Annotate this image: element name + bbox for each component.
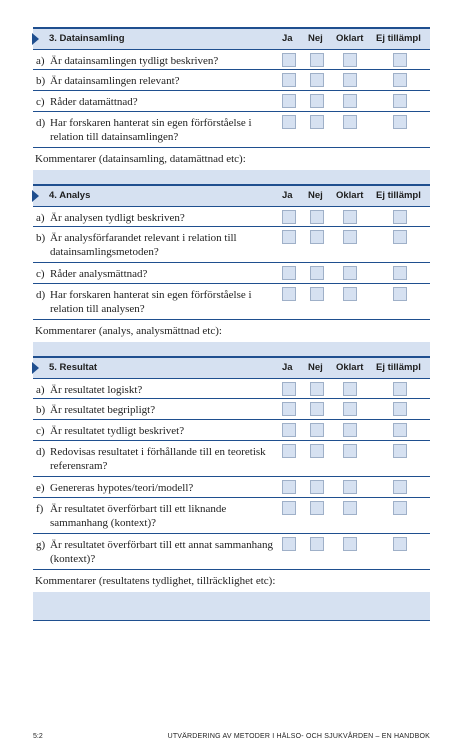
question-label: d) (36, 289, 46, 301)
checkbox-ej-tillampl[interactable] (393, 115, 407, 129)
checkbox-ja[interactable] (282, 402, 296, 416)
checkbox-oklart[interactable] (343, 501, 357, 515)
question-text: Är analysförfarandet relevant i relation till datainsamlingsmetoden? (50, 232, 237, 258)
checkbox-ja[interactable] (282, 382, 296, 396)
checkbox-nej[interactable] (310, 537, 324, 551)
checkbox-oklart[interactable] (343, 402, 357, 416)
column-oklart: Oklart (336, 190, 364, 201)
question-text: Är datainsamlingen tydligt beskriven? (50, 55, 219, 67)
column-ej-tillampl: Ej tillämpl (376, 362, 421, 373)
checkbox-oklart[interactable] (343, 423, 357, 437)
question-label: a) (36, 212, 45, 224)
question-text: Genereras hypotes/teori/modell? (50, 482, 194, 494)
question-label: c) (36, 96, 45, 108)
checkbox-ja[interactable] (282, 230, 296, 244)
question-text: Har forskaren hanterat sin egen förförståelse i relation till datainsamlingen? (50, 117, 252, 143)
checkbox-ej-tillampl[interactable] (393, 230, 407, 244)
question-text: Är analysen tydligt beskriven? (50, 212, 185, 224)
question-text: Redovisas resultatet i förhållande till en teoretisk referensram? (50, 446, 266, 472)
checkbox-ja[interactable] (282, 53, 296, 67)
question-label: b) (36, 75, 46, 87)
checkbox-nej[interactable] (310, 501, 324, 515)
section-resultat (33, 356, 430, 621)
question-label: d) (36, 446, 46, 458)
question-text: Är resultatet tydligt beskrivet? (50, 425, 185, 437)
question-row (33, 50, 430, 70)
comment-label: Kommentarer (datainsamling, datamättnad etc): (35, 153, 246, 165)
triangle-marker-icon (32, 190, 39, 202)
checkbox-oklart[interactable] (343, 210, 357, 224)
question-row (33, 399, 430, 420)
checkbox-ej-tillampl[interactable] (393, 94, 407, 108)
checkbox-ej-tillampl[interactable] (393, 53, 407, 67)
checkbox-ja[interactable] (282, 115, 296, 129)
checkbox-ej-tillampl[interactable] (393, 402, 407, 416)
checkbox-ja[interactable] (282, 266, 296, 280)
checkbox-nej[interactable] (310, 73, 324, 87)
column-ja: Ja (282, 33, 293, 44)
question-row (33, 227, 430, 263)
question-row (33, 420, 430, 441)
question-row (33, 284, 430, 320)
question-row (33, 70, 430, 91)
checkbox-ja[interactable] (282, 94, 296, 108)
checkbox-nej[interactable] (310, 402, 324, 416)
question-text: Är resultatet överförbart till ett liknande sammanhang (kontext)? (50, 503, 227, 529)
question-text: Är resultatet begripligt? (50, 404, 156, 416)
checkbox-ja[interactable] (282, 73, 296, 87)
checkbox-nej[interactable] (310, 115, 324, 129)
section-header (33, 184, 430, 207)
question-label: b) (36, 232, 46, 244)
checkbox-ja[interactable] (282, 423, 296, 437)
checkbox-oklart[interactable] (343, 444, 357, 458)
checkbox-oklart[interactable] (343, 230, 357, 244)
checkbox-nej[interactable] (310, 287, 324, 301)
question-label: c) (36, 268, 45, 280)
section-title: 4. Analys (49, 190, 91, 201)
checkbox-nej[interactable] (310, 94, 324, 108)
question-row (33, 379, 430, 399)
checkbox-ej-tillampl[interactable] (393, 382, 407, 396)
column-ja: Ja (282, 362, 293, 373)
checkbox-nej[interactable] (310, 266, 324, 280)
question-row (33, 534, 430, 570)
question-text: Har forskaren hanterat sin egen förförståelse i relation till analysen? (50, 289, 252, 315)
checkbox-ej-tillampl[interactable] (393, 210, 407, 224)
question-row (33, 477, 430, 498)
question-label: b) (36, 404, 46, 416)
footer-title: UTVÄRDERING AV METODER I HÄLSO- OCH SJUKVÅRDEN – EN HANDBOK (167, 733, 430, 740)
checkbox-ej-tillampl[interactable] (393, 266, 407, 280)
question-row (33, 263, 430, 284)
checkbox-oklart[interactable] (343, 287, 357, 301)
checkbox-ej-tillampl[interactable] (393, 480, 407, 494)
column-nej: Nej (308, 33, 323, 44)
column-oklart: Oklart (336, 33, 364, 44)
checkbox-oklart[interactable] (343, 53, 357, 67)
checkbox-ja[interactable] (282, 287, 296, 301)
checkbox-oklart[interactable] (343, 115, 357, 129)
checkbox-ja[interactable] (282, 444, 296, 458)
question-label: d) (36, 117, 46, 129)
checkbox-ej-tillampl[interactable] (393, 537, 407, 551)
question-label: f) (36, 503, 44, 515)
checkbox-oklart[interactable] (343, 480, 357, 494)
page-number: 5:2 (33, 733, 43, 740)
checkbox-ej-tillampl[interactable] (393, 287, 407, 301)
checkbox-nej[interactable] (310, 382, 324, 396)
column-ej-tillampl: Ej tillämpl (376, 190, 421, 201)
checkbox-nej[interactable] (310, 230, 324, 244)
comment-field[interactable] (33, 592, 430, 621)
question-row (33, 207, 430, 227)
checkbox-oklart[interactable] (343, 94, 357, 108)
checkbox-ej-tillampl[interactable] (393, 501, 407, 515)
question-text: Är resultatet logiskt? (50, 384, 143, 396)
section-header (33, 356, 430, 379)
page-footer (33, 733, 430, 745)
column-nej: Nej (308, 190, 323, 201)
checkbox-ja[interactable] (282, 501, 296, 515)
question-row (33, 441, 430, 477)
question-text: Är resultatet överförbart till ett annat sammanhang (kontext)? (50, 539, 273, 565)
checkbox-oklart[interactable] (343, 537, 357, 551)
checkbox-oklart[interactable] (343, 382, 357, 396)
section-title: 3. Datainsamling (49, 33, 125, 44)
checkbox-ja[interactable] (282, 537, 296, 551)
question-text: Råder datamättnad? (50, 96, 138, 108)
question-label: a) (36, 55, 45, 67)
section-datainsamling (33, 27, 430, 199)
checkbox-ej-tillampl[interactable] (393, 444, 407, 458)
question-label: a) (36, 384, 45, 396)
question-label: c) (36, 425, 45, 437)
comment-label: Kommentarer (resultatens tydlighet, tillräcklighet etc): (35, 575, 276, 587)
checkbox-nej[interactable] (310, 444, 324, 458)
column-ej-tillampl: Ej tillämpl (376, 33, 421, 44)
checkbox-oklart[interactable] (343, 266, 357, 280)
question-row (33, 91, 430, 112)
column-oklart: Oklart (336, 362, 364, 373)
checkbox-ej-tillampl[interactable] (393, 423, 407, 437)
question-text: Råder analysmättnad? (50, 268, 148, 280)
checkbox-ja[interactable] (282, 210, 296, 224)
question-label: e) (36, 482, 45, 494)
comment-label: Kommentarer (analys, analysmättnad etc): (35, 325, 222, 337)
question-label: g) (36, 539, 46, 551)
checkbox-nej[interactable] (310, 53, 324, 67)
checkbox-nej[interactable] (310, 423, 324, 437)
triangle-marker-icon (32, 33, 39, 45)
checkbox-nej[interactable] (310, 210, 324, 224)
question-row (33, 498, 430, 534)
column-nej: Nej (308, 362, 323, 373)
section-title: 5. Resultat (49, 362, 98, 373)
section-header (33, 27, 430, 50)
question-row (33, 112, 430, 148)
triangle-marker-icon (32, 362, 39, 374)
checkbox-oklart[interactable] (343, 73, 357, 87)
column-ja: Ja (282, 190, 293, 201)
checkbox-nej[interactable] (310, 480, 324, 494)
section-analys (33, 184, 430, 371)
question-text: Är datainsamlingen relevant? (50, 75, 180, 87)
checkbox-ja[interactable] (282, 480, 296, 494)
checkbox-ej-tillampl[interactable] (393, 73, 407, 87)
